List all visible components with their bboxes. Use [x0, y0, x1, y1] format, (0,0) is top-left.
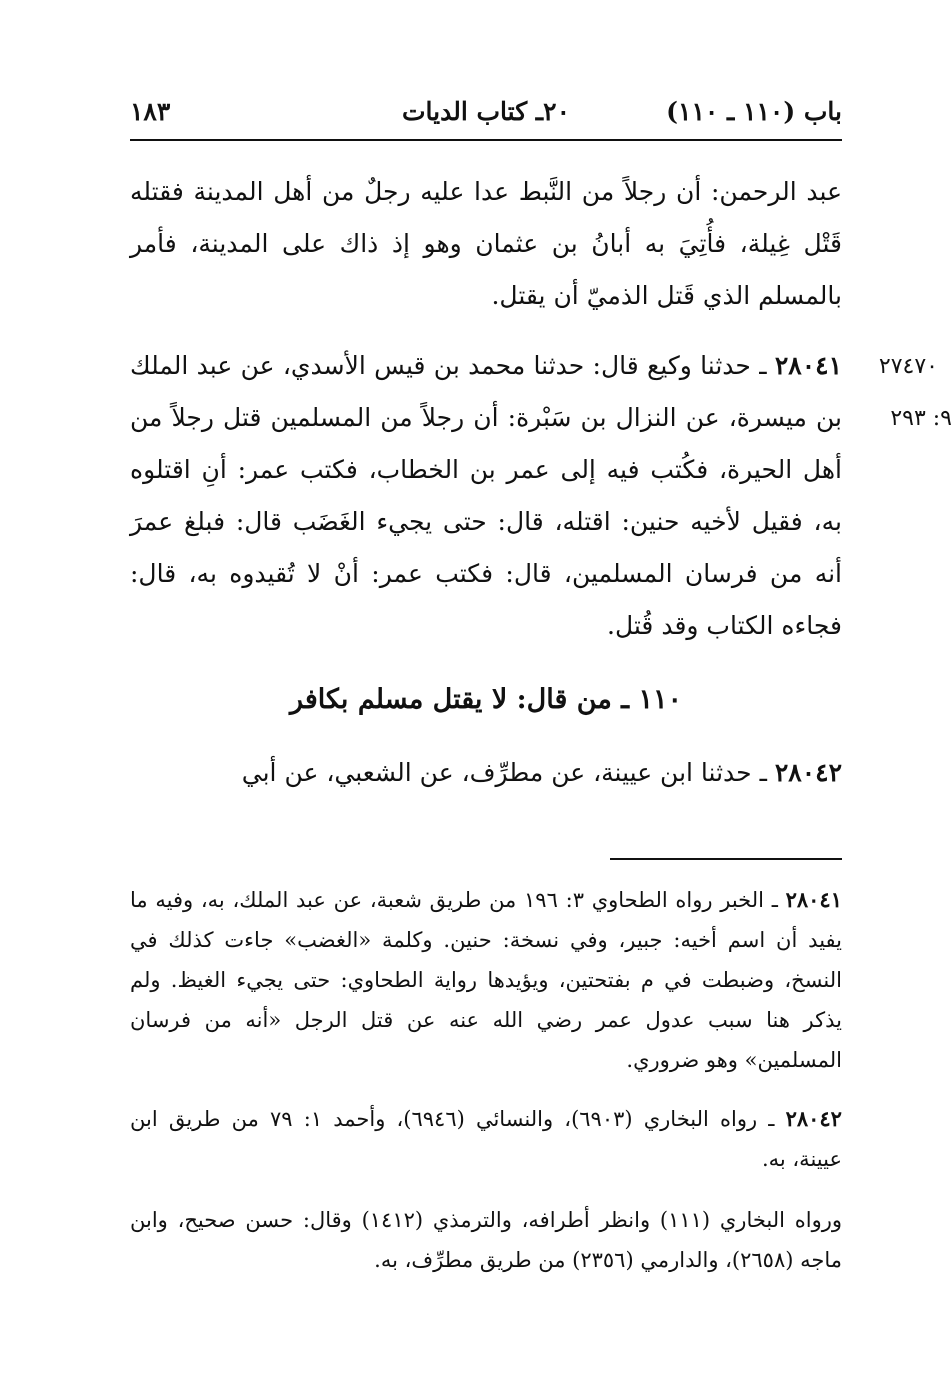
hadith-text: ـ حدثنا ابن عيينة، عن مطرِّف، عن الشعبي، عن أبي	[241, 758, 767, 787]
header-book-title: ٢٠ـ كتاب الديات	[402, 97, 570, 126]
continued-paragraph: عبد الرحمن: أن رجلاً من النَّبط عدا عليه رجلٌ من أهل المدينة فقتله قَتْل غِيلة، فأُتِيَ به أبانُ بن عثمان وهو إذ ذاك على المدينة، فأمر بالمسلم الذي قَتل الذميّ أن يقتل.	[130, 177, 842, 310]
page-number: ١٨٣	[130, 97, 171, 126]
running-header	[130, 92, 842, 132]
header-section: باب (١١٠ ـ ١١٠)	[666, 97, 842, 126]
margin-reference-2: ٩: ٢٩٣	[890, 406, 952, 431]
chapter-heading: ١١٠ ـ من قال: لا يقتل مسلم بكافر	[289, 684, 683, 715]
hadith-28042	[130, 747, 842, 799]
footnote-continuation: ورواه البخاري (١١١) وانظر أطرافه، والترمذي (١٤١٢) وقال: حسن صحيح، وابن ماجه (٢٦٥٨)، والدارمي (٢٣٥٦) من طريق مطرِّف، به.	[130, 1208, 843, 1272]
footnote-text: ـ رواه البخاري (٦٩٠٣)، والنسائي (٦٩٤٦)، وأحمد ١: ٧٩ من طريق ابن عيينة، به.	[130, 1107, 842, 1171]
footnote-number: ٢٨٠٤١	[785, 887, 842, 912]
footnote-number: ٢٨٠٤٢	[785, 1106, 842, 1131]
footnote-28042	[130, 1099, 842, 1179]
hadith-text: ـ حدثنا وكيع قال: حدثنا محمد بن قيس الأسدي، عن عبد الملك بن ميسرة، عن النزال بن سَبْرة: أن رجلاً من المسلمين قتل رجلاً من أهل الحيرة، فكُتب فيه إلى عمر بن الخطاب، فكتب عمر: أنِ اقتلوه به، فقيل لأخيه حنين: اقتله، قال: حتى يجيء الغَضَب قال: فبلغ عمرَ أنه من فرسان المسلمين، قال: فكتب عمر: أنْ لا تُقيدوه به، قال: فجاءه الكتاب وقد قُتل.	[130, 351, 842, 640]
footnote-28041	[130, 880, 842, 1080]
footnote-rule	[610, 858, 842, 860]
margin-reference-1: ٢٧٤٧٠	[878, 354, 938, 379]
footnote-text: ـ الخبر رواه الطحاوي ٣: ١٩٦ من طريق شعبة، عن عبد الملك، به، وفيه ما يفيد أن اسم أخيه: جبير، وفي نسخة: حنين. وكلمة «الغضب» جاءت كذلك في النسخ، وضبطت في م بفتحتين، ويؤيدها رواية الطحاوي: حتى يجيء الغيظ. ولم يذكر هنا سبب عدول عمر رضي الله عنه عن قتل الرجل «أنه من فرسان المسلمين» وهو ضروري.	[130, 888, 842, 1072]
hadith-28041	[130, 340, 842, 652]
hadith-number: ٢٨٠٤١	[774, 351, 842, 380]
header-rule	[130, 139, 842, 141]
hadith-number: ٢٨٠٤٢	[774, 758, 842, 787]
